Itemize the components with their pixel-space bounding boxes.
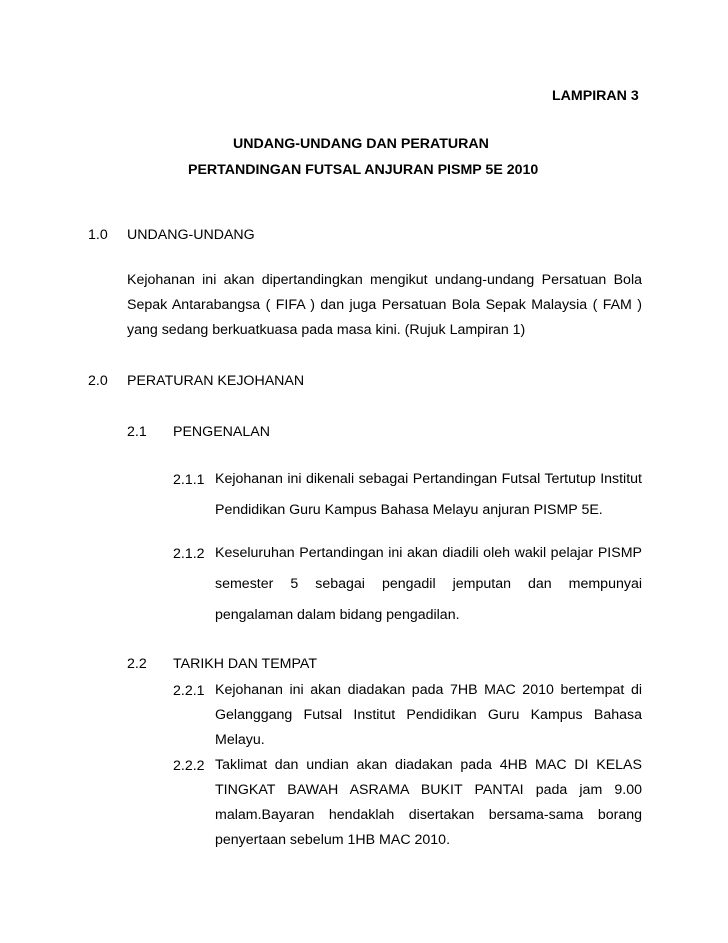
appendix-label: LAMPIRAN 3 (552, 88, 639, 104)
paragraph-line: TINGKAT BAWAH ASRAMA BUKIT PANTAI pada jam 9.00 (215, 782, 642, 798)
item-2-1-2-number: 2.1.2 (173, 546, 205, 562)
paragraph-line: Melayu. (215, 732, 265, 748)
item-2-1-1-text (215, 467, 642, 523)
title-line-2: PERTANDINGAN FUTSAL ANJURAN PISMP 5E 2010 (188, 162, 539, 178)
paragraph-line: Pendidikan Guru Kampus Bahasa Melayu anjuran PISMP 5E. (215, 502, 603, 518)
section-2-number: 2.0 (88, 373, 108, 389)
paragraph-line: Taklimat dan undian akan diadakan pada 4HB MAC DI KELAS (215, 757, 642, 773)
paragraph-line: malam.Bayaran hendaklah disertakan bersama-sama borang (215, 807, 642, 823)
paragraph-line: Sepak Antarabangsa ( FIFA ) dan juga Persatuan Bola Sepak Malaysia ( FAM ) (127, 297, 642, 313)
item-2-1-2-text (215, 541, 642, 628)
paragraph-line: penyertaan sebelum 1HB MAC 2010. (215, 832, 451, 848)
subsection-2-1-heading: PENGENALAN (173, 424, 270, 440)
paragraph-line: semester 5 sebagai pengadil jemputan dan mempunyai (215, 576, 642, 592)
subsection-2-1-number: 2.1 (127, 424, 147, 440)
section-1-number: 1.0 (88, 227, 108, 243)
paragraph-line: Keseluruhan Pertandingan ini akan diadili oleh wakil pelajar PISMP (215, 545, 642, 561)
item-2-2-1-number: 2.2.1 (173, 683, 205, 699)
item-2-2-1-text (215, 678, 642, 753)
paragraph-line: Kejohanan ini dikenali sebagai Pertandingan Futsal Tertutup Institut (215, 471, 642, 487)
paragraph-line: pengalaman dalam bidang pengadilan. (215, 607, 460, 623)
section-1-paragraph (127, 268, 642, 343)
item-2-2-2-number: 2.2.2 (173, 758, 205, 774)
title-line-1: UNDANG-UNDANG DAN PERATURAN (233, 136, 489, 152)
paragraph-line: yang sedang berkuatkuasa pada masa kini. (Rujuk Lampiran 1) (127, 322, 526, 338)
subsection-2-2-number: 2.2 (127, 656, 147, 672)
paragraph-line: Kejohanan ini akan dipertandingkan mengikut undang-undang Persatuan Bola (127, 272, 642, 288)
paragraph-line: Kejohanan ini akan diadakan pada 7HB MAC 2010 bertempat di (215, 682, 642, 698)
paragraph-line: Gelanggang Futsal Institut Pendidikan Guru Kampus Bahasa (215, 707, 642, 723)
item-2-2-2-text (215, 753, 642, 853)
subsection-2-2-heading: TARIKH DAN TEMPAT (173, 656, 317, 672)
item-2-1-1-number: 2.1.1 (173, 472, 205, 488)
section-2-heading: PERATURAN KEJOHANAN (127, 373, 305, 389)
section-1-heading: UNDANG-UNDANG (127, 227, 255, 243)
